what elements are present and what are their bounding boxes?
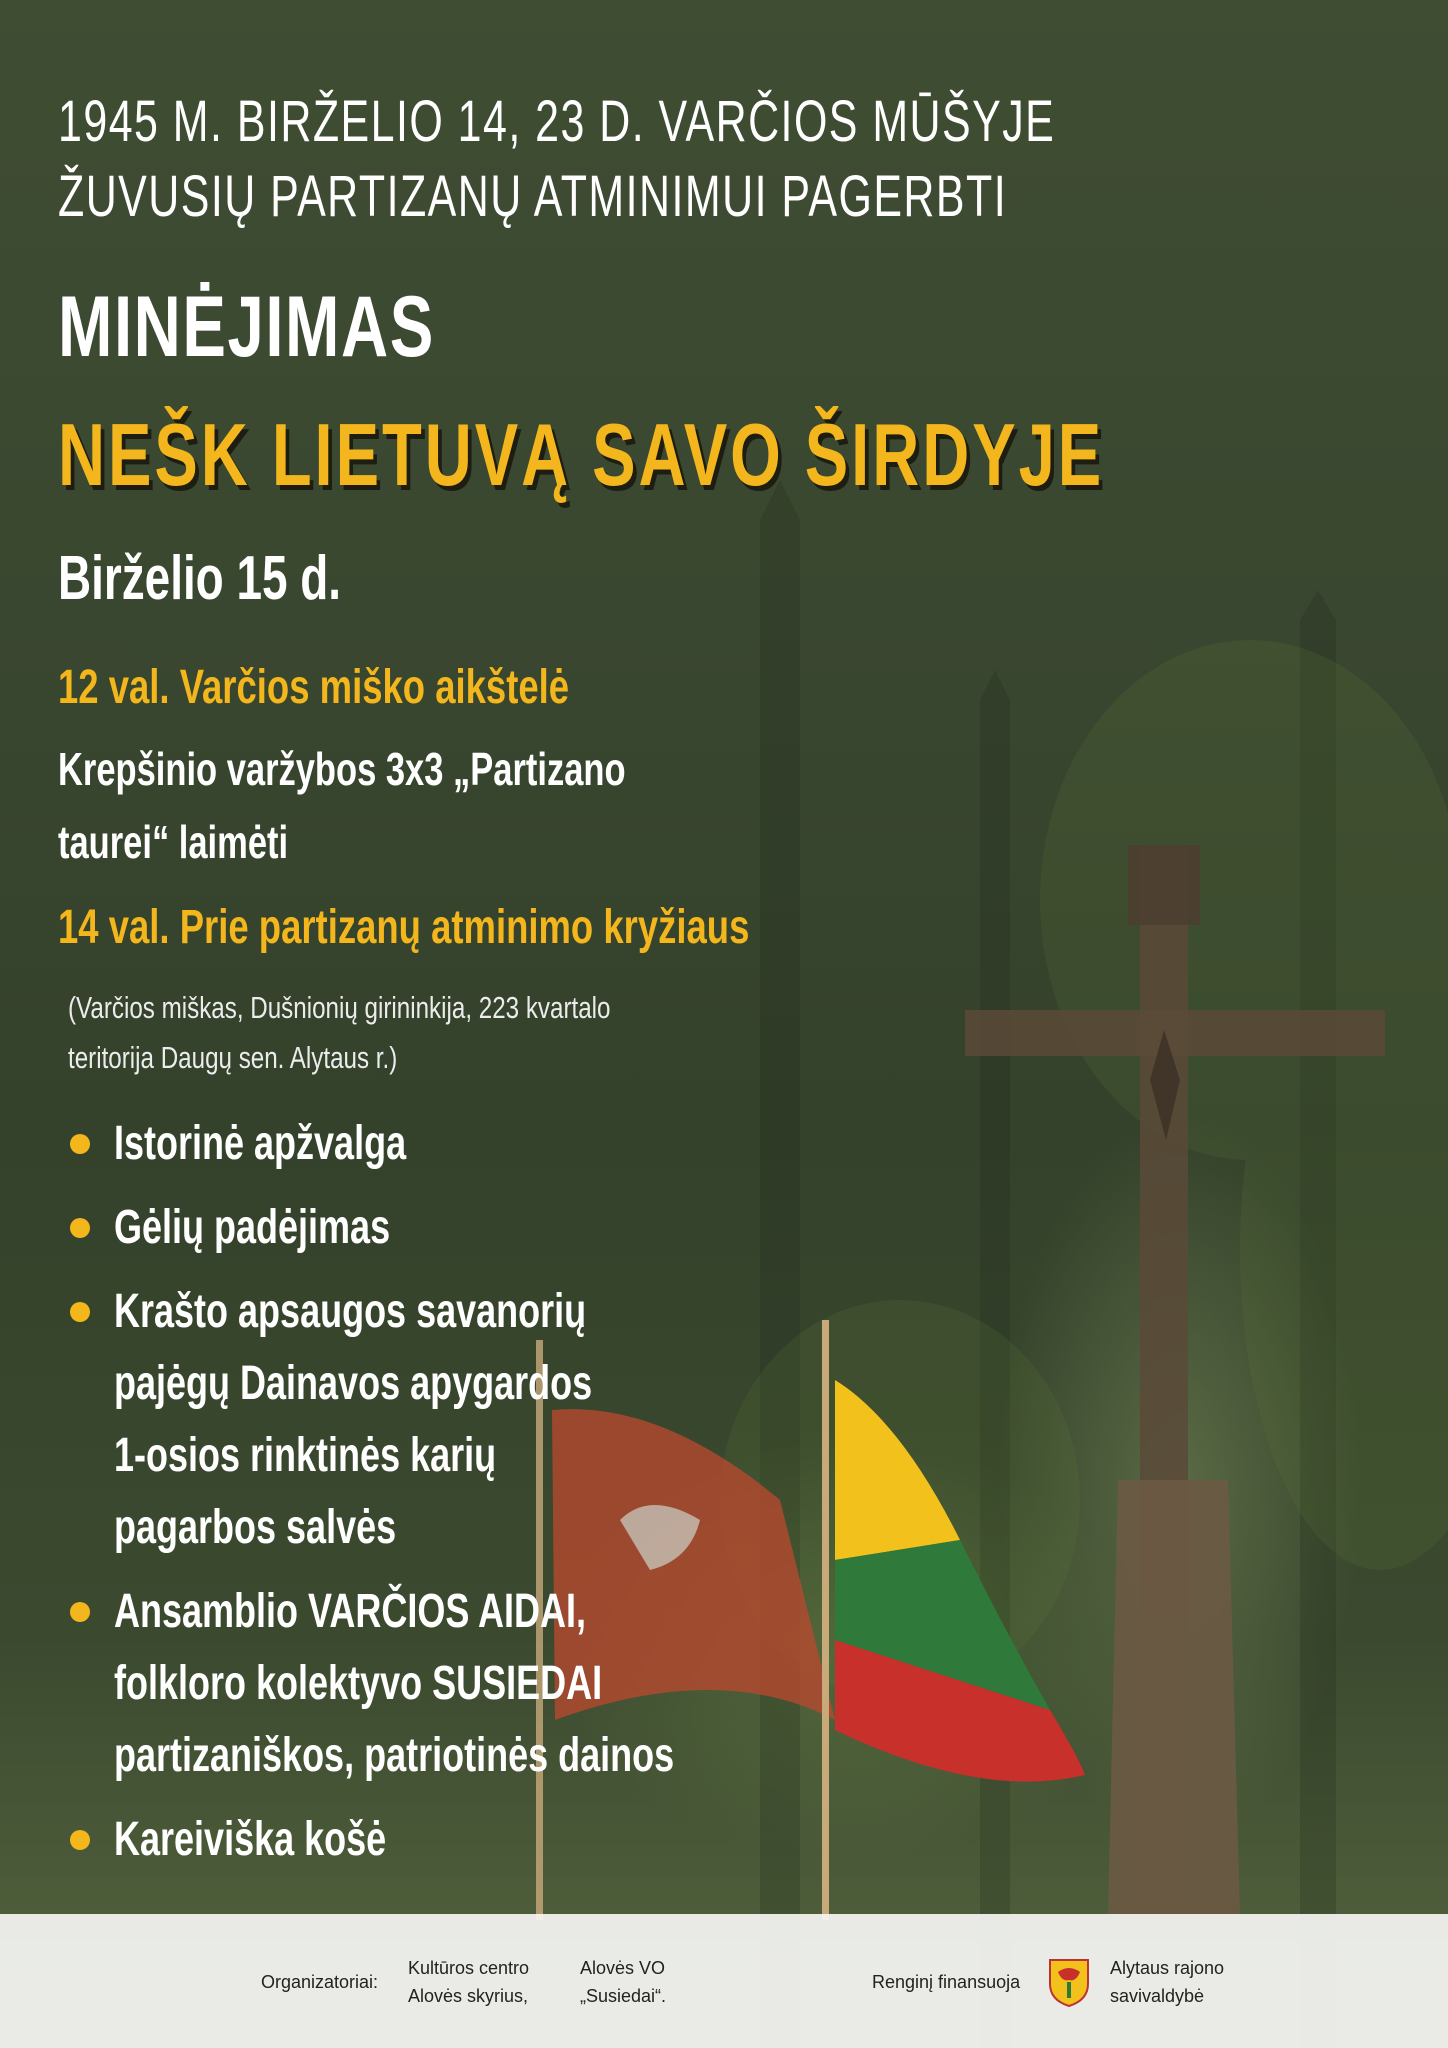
footer	[0, 1914, 1448, 2048]
program-list	[64, 1108, 861, 1876]
bullet-icon	[70, 1830, 90, 1850]
organizer-2-line-1: Alovės VO	[580, 1958, 666, 1978]
session-1-text-line-1: Krepšinio varžybos 3x3 „Partizano	[58, 743, 626, 795]
list-item: Kareiviška košė	[64, 1804, 861, 1876]
event-slogan: NEŠK LIETUVĄ SAVO ŠIRDYJE	[58, 405, 1105, 504]
title-line-1: 1945 M. BIRŽELIO 14, 23 D. VARČIOS MŪŠYJE	[58, 89, 1056, 154]
list-item: Gėlių padėjimas	[64, 1192, 861, 1264]
session-1-text-line-2: taurei“ laimėti	[58, 816, 289, 868]
list-item: Istorinė apžvalga	[64, 1108, 861, 1180]
organizer-1-line-2: Alovės skyrius,	[408, 1986, 529, 2006]
organizer-2-line-2: „Susiedai“.	[580, 1986, 667, 2006]
session-1-title: 12 val. Varčios miško aikštelė	[58, 661, 570, 714]
organizer-1-line-1: Kultūros centro	[408, 1958, 530, 1978]
session-2-location-line-2: teritorija Daugų sen. Alytaus r.)	[68, 1040, 398, 1075]
session-2-title: 14 val. Prie partizanų atminimo kryžiaus	[58, 901, 750, 954]
session-2-location-line-1: (Varčios miškas, Dušnionių girininkija, 223 kvartalo	[68, 990, 611, 1025]
funder-line-1: Alytaus rajono	[1110, 1958, 1225, 1978]
bullet-icon	[70, 1602, 90, 1622]
funder-line-2: savivaldybė	[1110, 1986, 1205, 2006]
event-date: Birželio 15 d.	[58, 544, 342, 613]
list-item: Ansamblio VARČIOS AIDAI, folkloro kolektyvo SUSIEDAI partizaniškos, patriotinės dainos	[64, 1576, 861, 1792]
bullet-icon	[70, 1134, 90, 1154]
funded-by-label: Renginį finansuoja	[872, 1972, 1021, 1992]
bullet-icon	[70, 1302, 90, 1322]
title-line-2: ŽUVUSIŲ PARTIZANŲ ATMINIMUI PAGERBTI	[58, 164, 1008, 229]
coat-of-arms-icon	[1048, 1958, 1090, 2008]
event-heading: MINĖJIMAS	[58, 279, 435, 375]
list-item: Krašto apsaugos savanorių pajėgų Dainavos apygardos 1-osios rinktinės karių pagarbos salvės	[64, 1276, 861, 1564]
bullet-icon	[70, 1218, 90, 1238]
organizers-label: Organizatoriai:	[261, 1972, 379, 1992]
